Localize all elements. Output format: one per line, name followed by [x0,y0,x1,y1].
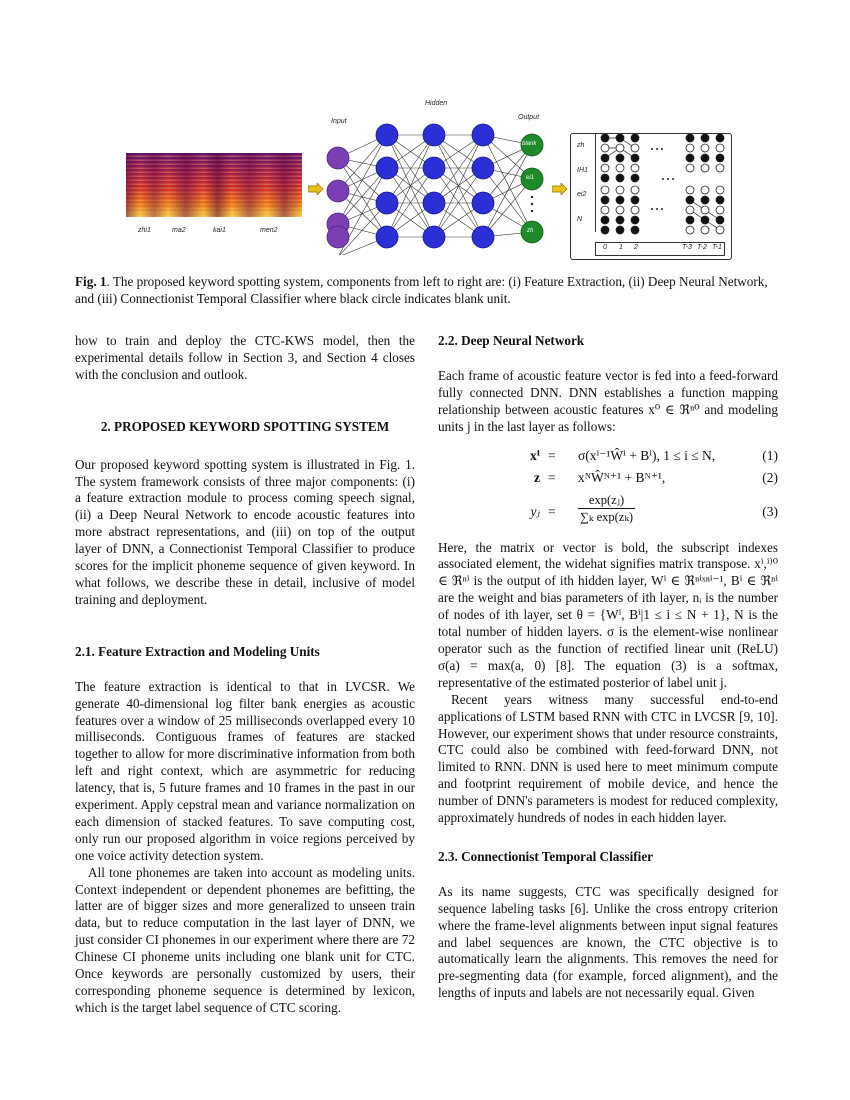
output-node-label: blank [522,141,537,147]
dnn-diagram [305,115,555,255]
figure-1 [120,95,730,260]
output-node-label: zh [527,228,534,234]
arrow-icon [308,183,324,195]
section-2-3-paragraph: As its name suggests, CTC was specifically designed for sequence labeling tasks [6]. Unlike the cross entropy criterion where the frame-level alignments between input signal features and label sequences are known, the CTC objective is to automatically learn the alignments. This removes the need for pre-segmenting data (for example, forced alignment), and the lengths of inputs and labels are not necessarily equal. Given [438,883,778,1001]
ctc-frame-label: 2 [634,244,638,251]
spectrogram-image [126,153,302,217]
equation-block [438,448,778,534]
ctc-row-label: IH1 [577,167,588,174]
left-column [75,333,415,1017]
section-2-heading: 2. PROPOSED KEYWORD SPOTTING SYSTEM [100,418,390,434]
ellipsis-icon [651,148,674,210]
ctc-frame-label: T-2 [697,244,707,251]
section-2-2-paragraph-3: Recent years witness many successful end-to-end applications of LSTM based RNN with CTC in LVCSR [9, 10]. However, our experiment shows that under resource constraints, CTC could also be combined with feed-forward DNN, not limited to RNN. DNN is used here to meet minimum compute and footprint requirement of mobile device, and hence the number of DNN's parameters is modest for reduced complexity, approximately hundreds of nodes in each hidden layer. [438,691,778,826]
ctc-row-label: ei2 [577,191,587,198]
equation-number: (3) [762,503,778,519]
ctc-lattice [570,133,732,260]
ctc-row-label: zh [577,142,585,149]
hidden-nodes [376,124,494,248]
output-layer-label: Output [518,114,540,121]
caption-text: . The proposed keyword spotting system, components from left to right are: (i) Feature Extraction, (ii) Deep Neural Network, and (iii) Connectionist Temporal Classifier where black circle indicates blank unit. [75,274,768,306]
section-2-1-paragraph-2: All tone phonemes are taken into account as modeling units. Context independent or dependent phonemes are befitting, the latter are of bigger sizes and more generalized to unseen train data, but to reduce computation in the last layer of DNN, we just consider CI phonemes in our experiment where there are 72 Chinese CI phoneme units including one blank unit for CTC. Once keywords are personally customized by users, their corresponding phoneme sequence is determined by lexicon, which is the target label sequence of CTC scoring. [75,864,415,1015]
section-2-1-heading: 2.1. Feature Extraction and Modeling Units [75,643,320,659]
input-layer-label: Input [331,118,347,125]
input-nodes [327,147,349,248]
spectrogram-label: kai1 [213,227,226,234]
ctc-frame-label: T-1 [712,244,722,251]
spectrogram-label: zhi1 [138,227,151,234]
output-node-label: ei1 [526,175,535,181]
spectrogram-label: men2 [260,227,278,234]
ctc-grid [595,134,731,259]
ctc-frame-label: T-3 [682,244,692,251]
intro-paragraph: how to train and deploy the CTC-KWS model, then the experimental details follow in Section 3, and Section 4 closes with the conclusion and outlook. [75,333,415,382]
section-2-3-heading: 2.3. Connectionist Temporal Classifier [438,848,654,864]
caption-label: Fig. 1 [75,274,107,289]
arrow-icon [552,183,568,195]
section-2-paragraph: Our proposed keyword spotting system is illustrated in Fig. 1. The system framework consists of three major components: (i) a feature extraction module to process coming speech signal, (ii) a Deep Neural Network to encode acoustic features into more abstract representations, and (iii) on top of the output layer of DNN, a Connectionist Temporal Classifier to produce scores for the implicit phoneme sequence of given keyword. In what follows, we describe these in detail, inclusive of model training and deployment. [75,456,415,607]
hidden-layer-label: Hidden [425,100,448,107]
spectrogram-label: ma2 [172,227,186,234]
ctc-frame-label: 1 [619,244,623,251]
equation-2: z = xᴺŴᴺ⁺¹ + Bᴺ⁺¹, (2) [534,469,778,485]
equation-3: yⱼ = $\frac{\text{exp(zⱼ)}}{\text{∑ₖ exp(zₖ)}}$ (3) [530,492,778,525]
section-2-2-paragraph-1: Each frame of acoustic feature vector is fed into a feed-forward fully connected DNN. DNN establishes a function mapping relationship between acoustic features x⁰ ∈ ℜⁿ⁰ and modeling units j in the last layer as follows: [438,367,778,434]
equation-number: (1) [762,447,778,463]
ctc-frame-label: 0 [603,244,607,251]
section-2-2-heading: 2.2. Deep Neural Network [438,333,585,348]
output-ellipsis-icon [531,196,533,212]
equation-1: xⁱ = σ(xⁱ⁻¹Ŵⁱ + Bⁱ), 1 ≤ i ≤ N, (1) [530,447,778,463]
figure-caption [75,273,777,307]
equation-number: (2) [762,469,778,485]
ctc-row-label: N [577,216,583,223]
section-2-1-paragraph-1: The feature extraction is identical to that in LVCSR. We generate 40-dimensional log filter bank energies as acoustic features over a window of 25 milliseconds overlapped every 10 milliseconds. Contiguous frames of features are stacked together to allow for more discriminative information from both left and right context, which are asymmetric for reducing latency, that is, 5 future frames and 10 frames in the past in our experiment. Apply cepstral mean and variance normalization on each dimension of stacked features. To save computing cost, only run our proposed algorithm in voice regions perceived by one voice activity detection system. [75,678,415,863]
right-column [438,333,778,1002]
section-2-2-paragraph-2: Here, the matrix or vector is bold, the subscript indexes associated element, the widehat signifies matrix transpose. xⁱ,ⁱ⁾⁰ ∈ ℜⁿⁱ is the output of ith hidden layer, Wⁱ ∈ ℜⁿⁱˣⁿⁱ⁻¹, Bⁱ ∈ ℜⁿⁱ are the weight and bias parameters of ith layer, nᵢ is the number of nodes of ith layer, set θ = {Wⁱ, Bⁱ|1 ≤ i ≤ N + 1}, N is the total number of hidden layers. σ is the element-wise nonlinear operator such as the function of rectified linear unit (ReLU) σ(a) = max(a, 0) [8]. The equation (3) is a softmax, representative of the estimated posterior of label unit j. [438,539,778,690]
